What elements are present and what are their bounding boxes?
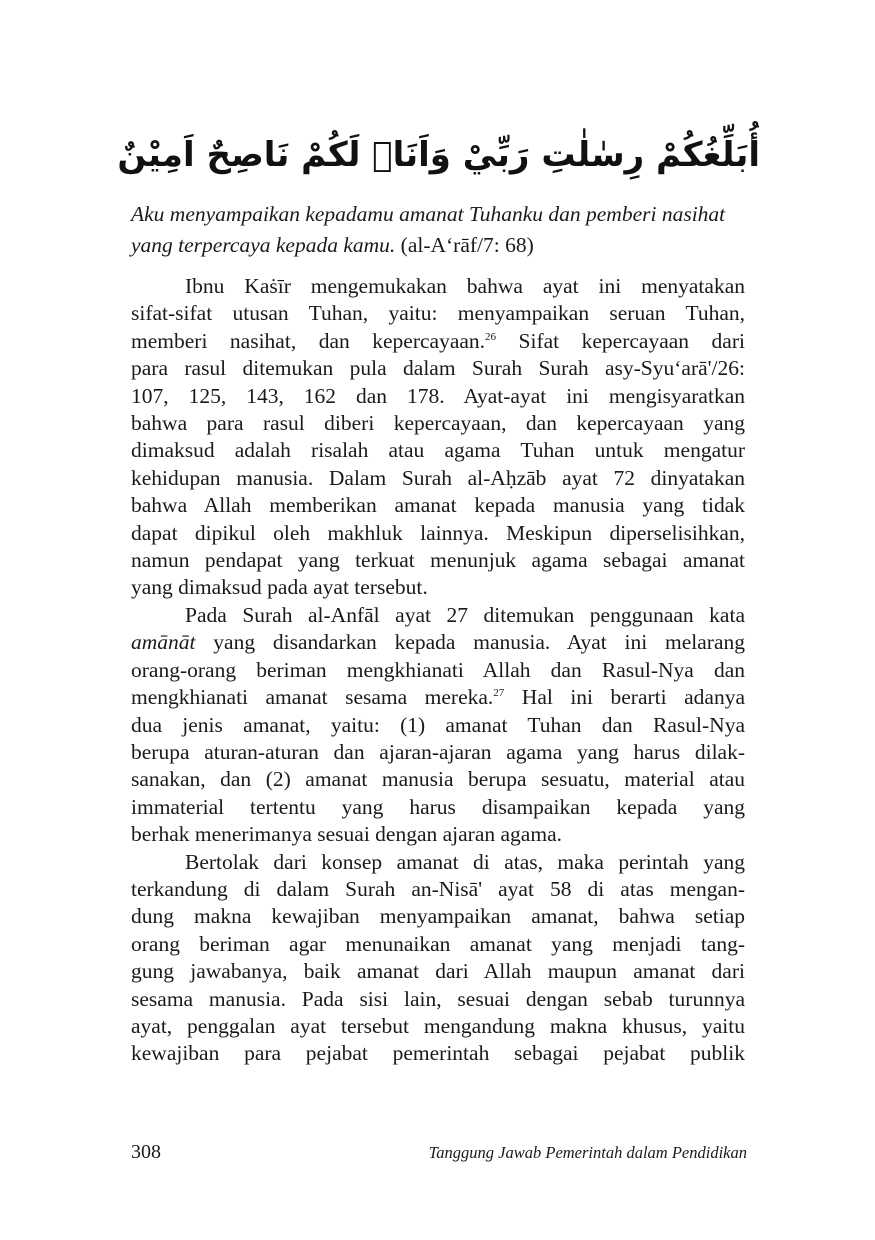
footnote-ref: 26 xyxy=(485,330,497,343)
paragraph-1 xyxy=(131,273,745,602)
text-line: Ibnu Kaṡīr mengemukakan bahwa ayat ini menyatakan xyxy=(185,274,745,298)
paragraph-3 xyxy=(131,849,745,1068)
text-line: berupa aturan-aturan dan ajaran-ajaran agama yang harus dilak- xyxy=(131,739,745,764)
verse-reference: (al-A‘rāf/7: 68) xyxy=(395,233,534,257)
text-segment: yang disandarkan kepada manusia. Ayat ini melarang xyxy=(195,630,745,655)
text-line: dimaksud adalah risalah atau agama Tuhan untuk mengatur xyxy=(131,438,745,463)
text-line: terkandung di dalam Surah an-Nisā' ayat 58 di atas mengan- xyxy=(131,876,745,901)
footnote-ref: 27 xyxy=(493,687,505,700)
text-line: para rasul ditemukan pula dalam Surah Surah asy-Syu‘arā'/26: xyxy=(131,356,745,381)
text-line: orang-orang beriman mengkhianati Allah dan Rasul-Nya dan xyxy=(131,657,745,682)
text-line: orang beriman agar menunaikan amanat yang menjadi tang- xyxy=(131,931,745,956)
arabic-verse: أُبَلِّغُكُمْ رِسٰلٰتِ رَبِّيْ وَاَنَا۠ لَكُمْ نَاصِحٌ اَمِيْنٌ xyxy=(117,135,760,175)
text-line: bahwa Allah memberikan amanat kepada manusia yang tidak xyxy=(131,493,745,518)
italic-term: amānāt xyxy=(131,630,196,655)
paragraph-2 xyxy=(131,602,745,849)
page-footer xyxy=(131,1141,747,1171)
text-line: 107, 125, 143, 162 dan 178. Ayat-ayat ini mengisyaratkan xyxy=(131,383,745,408)
text-line xyxy=(131,629,745,656)
text-line: kehidupan manusia. Dalam Surah al-Aḥzāb ayat 72 dinyatakan xyxy=(131,465,745,490)
text-line xyxy=(131,684,745,711)
text-line: sifat-sifat utusan Tuhan, yaitu: menyampaikan seruan Tuhan, xyxy=(131,301,745,326)
text-line: ayat, penggalan ayat tersebut mengandung makna khusus, yaitu xyxy=(131,1013,745,1038)
text-line: dapat dipikul oleh makhluk lainnya. Meskipun diperselisihkan, xyxy=(131,520,745,545)
text-line: sesama manusia. Pada sisi lain, sesuai dengan sebab turunnya xyxy=(131,986,745,1011)
verse-translation xyxy=(131,199,747,261)
text-line: bahwa para rasul diberi kepercayaan, dan kepercayaan yang xyxy=(131,411,745,436)
text-line: berhak menerimanya sesuai dengan ajaran agama. xyxy=(131,822,562,847)
text-line: Pada Surah al-Anfāl ayat 27 ditemukan penggunaan kata xyxy=(185,602,745,627)
text-line: dua jenis amanat, yaitu: (1) amanat Tuhan dan Rasul-Nya xyxy=(131,712,745,737)
page-number: 308 xyxy=(131,1141,161,1163)
text-line: yang dimaksud pada ayat tersebut. xyxy=(131,575,428,600)
text-line: immaterial tertentu yang harus disampaikan kepada yang xyxy=(131,794,745,819)
translation-line-2: yang terpercaya kepada kamu. xyxy=(131,233,396,257)
text-line: gung jawabanya, baik amanat dari Allah maupun amanat dari xyxy=(131,959,745,984)
running-title: Tanggung Jawab Pemerintah dalam Pendidikan xyxy=(428,1143,747,1162)
body-text xyxy=(131,273,745,1068)
text-segment: Sifat kepercayaan dari xyxy=(496,328,745,353)
translation-line-1: Aku menyampaikan kepadamu amanat Tuhanku dan pemberi nasihat xyxy=(131,202,726,226)
text-line: namun pendapat yang terkuat menunjuk agama sebagai amanat xyxy=(131,548,745,573)
text-line: Bertolak dari konsep amanat di atas, maka perintah yang xyxy=(185,849,745,874)
text-segment: mengkhianati amanat sesama mereka. xyxy=(131,685,494,710)
text-segment: memberi nasihat, dan kepercayaan. xyxy=(131,328,486,353)
text-line: sanakan, dan (2) amanat manusia berupa sesuatu, material atau xyxy=(131,767,745,792)
text-segment: Hal ini berarti adanya xyxy=(504,685,745,710)
text-line: kewajiban para pejabat pemerintah sebagai pejabat publik xyxy=(131,1041,745,1066)
text-line: dung makna kewajiban menyampaikan amanat, bahwa setiap xyxy=(131,904,745,929)
text-line xyxy=(131,328,745,355)
